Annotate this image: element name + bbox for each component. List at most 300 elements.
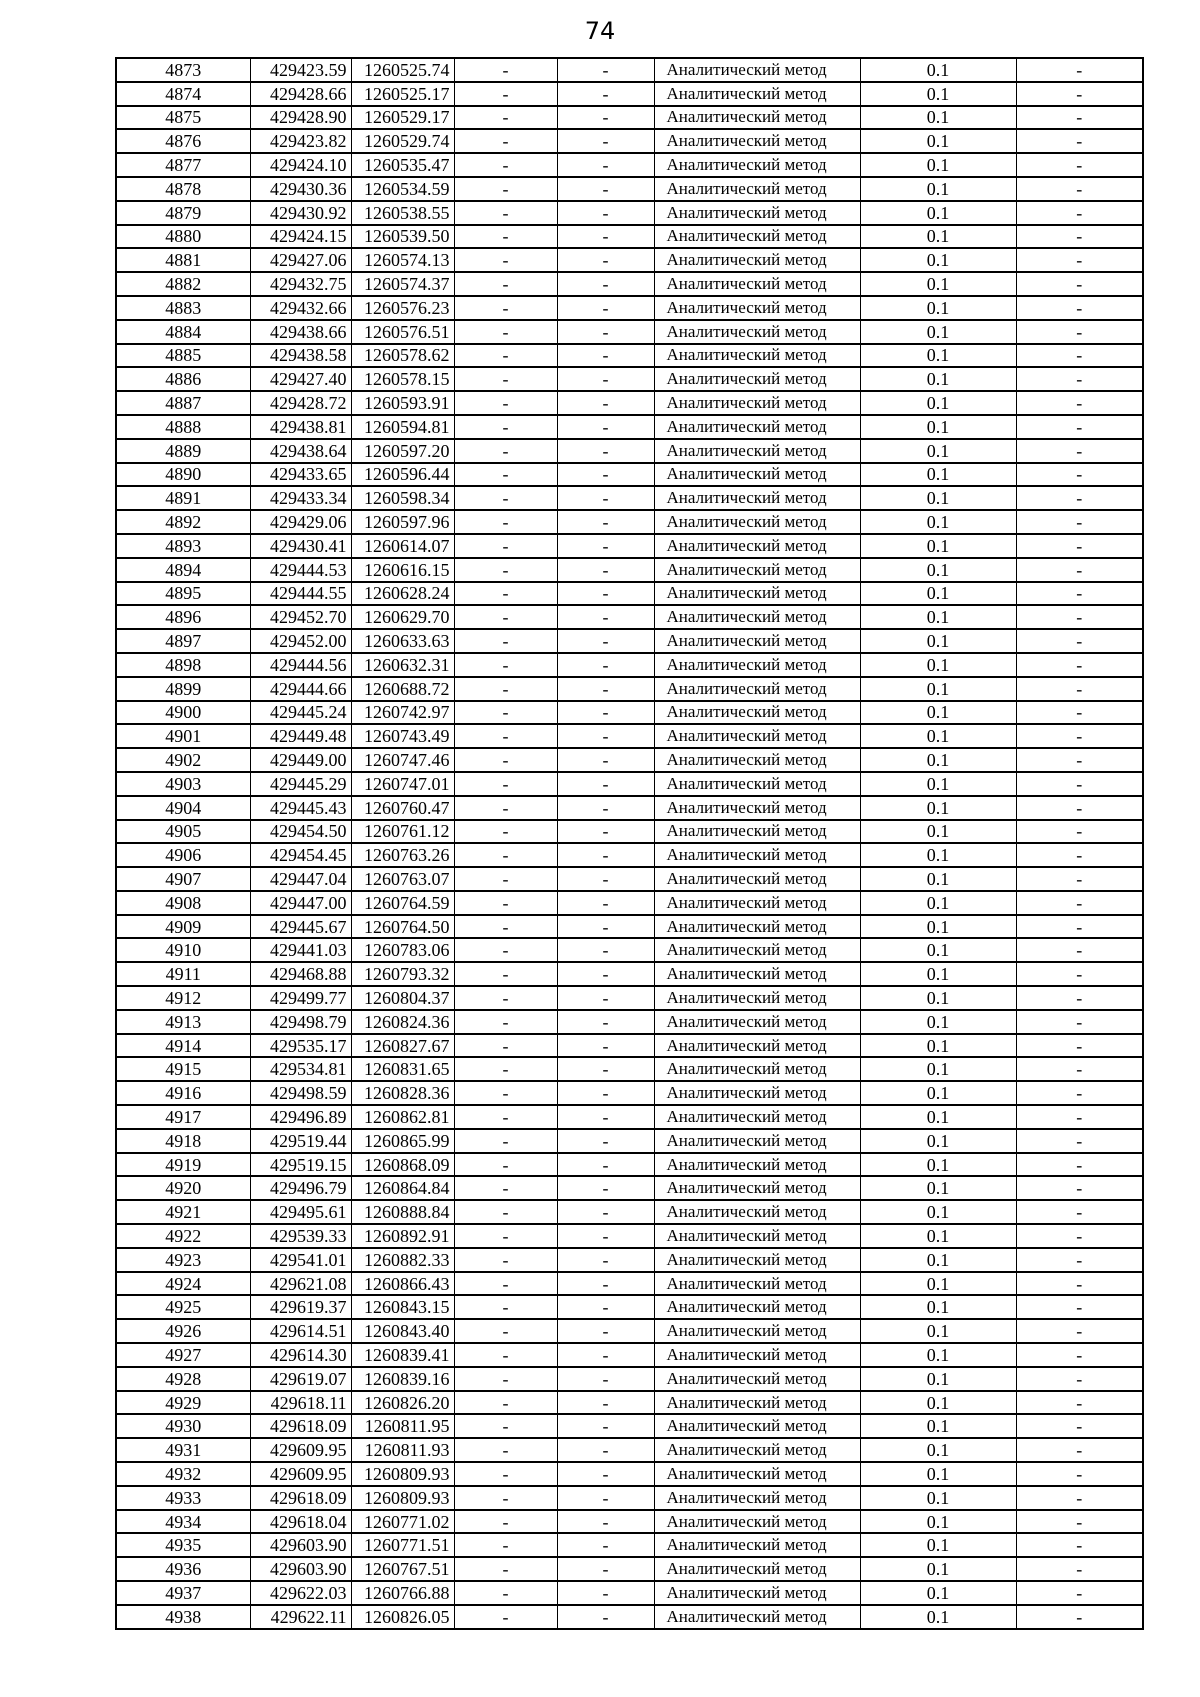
table-row	[116, 653, 1143, 677]
x-coordinate-cell: 429603.90	[250, 1557, 351, 1581]
point-number-cell: 4889	[116, 439, 250, 463]
empty-value-cell: -	[1016, 1081, 1143, 1105]
empty-value-cell: -	[557, 1343, 654, 1367]
table-row	[116, 1248, 1143, 1272]
table-row	[116, 1533, 1143, 1557]
x-coordinate-cell: 429619.07	[250, 1367, 351, 1391]
precision-cell: 0.1	[860, 1581, 1016, 1605]
method-cell: Аналитический метод	[654, 748, 860, 772]
table-row	[116, 344, 1143, 368]
empty-value-cell: -	[1016, 962, 1143, 986]
x-coordinate-cell: 429618.09	[250, 1486, 351, 1510]
point-number-cell: 4887	[116, 391, 250, 415]
method-cell: Аналитический метод	[654, 486, 860, 510]
empty-value-cell: -	[454, 1486, 557, 1510]
empty-value-cell: -	[557, 962, 654, 986]
empty-value-cell: -	[1016, 1248, 1143, 1272]
method-cell: Аналитический метод	[654, 320, 860, 344]
table-row	[116, 843, 1143, 867]
point-number-cell: 4918	[116, 1129, 250, 1153]
empty-value-cell: -	[1016, 486, 1143, 510]
point-number-cell: 4930	[116, 1414, 250, 1438]
empty-value-cell: -	[454, 1176, 557, 1200]
empty-value-cell: -	[454, 463, 557, 487]
point-number-cell: 4921	[116, 1200, 250, 1224]
y-coordinate-cell: 1260614.07	[351, 534, 454, 558]
empty-value-cell: -	[1016, 177, 1143, 201]
empty-value-cell: -	[454, 1367, 557, 1391]
empty-value-cell: -	[557, 1272, 654, 1296]
table-row	[116, 320, 1143, 344]
precision-cell: 0.1	[860, 486, 1016, 510]
empty-value-cell: -	[557, 582, 654, 606]
table-row	[116, 1391, 1143, 1415]
method-cell: Аналитический метод	[654, 1176, 860, 1200]
method-cell: Аналитический метод	[654, 177, 860, 201]
empty-value-cell: -	[1016, 1034, 1143, 1058]
empty-value-cell: -	[557, 1391, 654, 1415]
y-coordinate-cell: 1260688.72	[351, 677, 454, 701]
empty-value-cell: -	[557, 1153, 654, 1177]
empty-value-cell: -	[1016, 558, 1143, 582]
empty-value-cell: -	[454, 415, 557, 439]
empty-value-cell: -	[557, 1510, 654, 1534]
precision-cell: 0.1	[860, 772, 1016, 796]
empty-value-cell: -	[557, 367, 654, 391]
precision-cell: 0.1	[860, 1153, 1016, 1177]
empty-value-cell: -	[1016, 1129, 1143, 1153]
empty-value-cell: -	[1016, 843, 1143, 867]
empty-value-cell: -	[1016, 320, 1143, 344]
point-number-cell: 4877	[116, 153, 250, 177]
point-number-cell: 4927	[116, 1343, 250, 1367]
method-cell: Аналитический метод	[654, 367, 860, 391]
x-coordinate-cell: 429622.03	[250, 1581, 351, 1605]
empty-value-cell: -	[557, 129, 654, 153]
empty-value-cell: -	[454, 724, 557, 748]
empty-value-cell: -	[454, 1414, 557, 1438]
y-coordinate-cell: 1260864.84	[351, 1176, 454, 1200]
empty-value-cell: -	[454, 439, 557, 463]
y-coordinate-cell: 1260843.15	[351, 1295, 454, 1319]
precision-cell: 0.1	[860, 1057, 1016, 1081]
method-cell: Аналитический метод	[654, 820, 860, 844]
point-number-cell: 4884	[116, 320, 250, 344]
y-coordinate-cell: 1260804.37	[351, 986, 454, 1010]
point-number-cell: 4932	[116, 1462, 250, 1486]
x-coordinate-cell: 429424.15	[250, 225, 351, 249]
empty-value-cell: -	[454, 82, 557, 106]
point-number-cell: 4875	[116, 106, 250, 130]
x-coordinate-cell: 429496.89	[250, 1105, 351, 1129]
empty-value-cell: -	[1016, 1057, 1143, 1081]
method-cell: Аналитический метод	[654, 1224, 860, 1248]
table-row	[116, 1034, 1143, 1058]
x-coordinate-cell: 429452.70	[250, 605, 351, 629]
point-number-cell: 4908	[116, 891, 250, 915]
point-number-cell: 4909	[116, 915, 250, 939]
empty-value-cell: -	[1016, 748, 1143, 772]
table-row	[116, 1319, 1143, 1343]
x-coordinate-cell: 429424.10	[250, 153, 351, 177]
empty-value-cell: -	[557, 320, 654, 344]
empty-value-cell: -	[1016, 82, 1143, 106]
y-coordinate-cell: 1260747.01	[351, 772, 454, 796]
x-coordinate-cell: 429445.43	[250, 796, 351, 820]
point-number-cell: 4906	[116, 843, 250, 867]
point-number-cell: 4879	[116, 201, 250, 225]
method-cell: Аналитический метод	[654, 439, 860, 463]
point-number-cell: 4916	[116, 1081, 250, 1105]
precision-cell: 0.1	[860, 1367, 1016, 1391]
empty-value-cell: -	[454, 677, 557, 701]
table-row	[116, 724, 1143, 748]
x-coordinate-cell: 429614.30	[250, 1343, 351, 1367]
table-row	[116, 82, 1143, 106]
x-coordinate-cell: 429444.66	[250, 677, 351, 701]
point-number-cell: 4938	[116, 1605, 250, 1629]
x-coordinate-cell: 429603.90	[250, 1533, 351, 1557]
x-coordinate-cell: 429428.72	[250, 391, 351, 415]
table-row	[116, 1272, 1143, 1296]
x-coordinate-cell: 429519.44	[250, 1129, 351, 1153]
empty-value-cell: -	[454, 653, 557, 677]
y-coordinate-cell: 1260538.55	[351, 201, 454, 225]
empty-value-cell: -	[557, 1319, 654, 1343]
precision-cell: 0.1	[860, 1486, 1016, 1510]
precision-cell: 0.1	[860, 1010, 1016, 1034]
y-coordinate-cell: 1260783.06	[351, 938, 454, 962]
empty-value-cell: -	[1016, 1343, 1143, 1367]
x-coordinate-cell: 429618.11	[250, 1391, 351, 1415]
y-coordinate-cell: 1260594.81	[351, 415, 454, 439]
empty-value-cell: -	[557, 986, 654, 1010]
empty-value-cell: -	[1016, 1605, 1143, 1629]
table-row	[116, 1367, 1143, 1391]
empty-value-cell: -	[1016, 58, 1143, 82]
point-number-cell: 4907	[116, 867, 250, 891]
empty-value-cell: -	[1016, 1200, 1143, 1224]
method-cell: Аналитический метод	[654, 463, 860, 487]
empty-value-cell: -	[557, 1200, 654, 1224]
method-cell: Аналитический метод	[654, 534, 860, 558]
precision-cell: 0.1	[860, 320, 1016, 344]
x-coordinate-cell: 429438.64	[250, 439, 351, 463]
table-row	[116, 486, 1143, 510]
y-coordinate-cell: 1260824.36	[351, 1010, 454, 1034]
point-number-cell: 4886	[116, 367, 250, 391]
method-cell: Аналитический метод	[654, 1367, 860, 1391]
y-coordinate-cell: 1260826.20	[351, 1391, 454, 1415]
empty-value-cell: -	[557, 82, 654, 106]
precision-cell: 0.1	[860, 201, 1016, 225]
method-cell: Аналитический метод	[654, 701, 860, 725]
empty-value-cell: -	[454, 1295, 557, 1319]
empty-value-cell: -	[557, 772, 654, 796]
empty-value-cell: -	[454, 772, 557, 796]
y-coordinate-cell: 1260766.88	[351, 1581, 454, 1605]
precision-cell: 0.1	[860, 367, 1016, 391]
point-number-cell: 4917	[116, 1105, 250, 1129]
precision-cell: 0.1	[860, 272, 1016, 296]
empty-value-cell: -	[454, 1153, 557, 1177]
method-cell: Аналитический метод	[654, 344, 860, 368]
x-coordinate-cell: 429449.48	[250, 724, 351, 748]
method-cell: Аналитический метод	[654, 653, 860, 677]
y-coordinate-cell: 1260576.23	[351, 296, 454, 320]
x-coordinate-cell: 429445.67	[250, 915, 351, 939]
empty-value-cell: -	[557, 1248, 654, 1272]
empty-value-cell: -	[454, 106, 557, 130]
empty-value-cell: -	[557, 1533, 654, 1557]
empty-value-cell: -	[1016, 582, 1143, 606]
empty-value-cell: -	[454, 177, 557, 201]
y-coordinate-cell: 1260760.47	[351, 796, 454, 820]
precision-cell: 0.1	[860, 296, 1016, 320]
method-cell: Аналитический метод	[654, 605, 860, 629]
empty-value-cell: -	[454, 1343, 557, 1367]
empty-value-cell: -	[454, 320, 557, 344]
precision-cell: 0.1	[860, 1200, 1016, 1224]
table-row	[116, 772, 1143, 796]
empty-value-cell: -	[557, 463, 654, 487]
empty-value-cell: -	[1016, 439, 1143, 463]
empty-value-cell: -	[454, 820, 557, 844]
point-number-cell: 4897	[116, 629, 250, 653]
precision-cell: 0.1	[860, 677, 1016, 701]
empty-value-cell: -	[1016, 1533, 1143, 1557]
empty-value-cell: -	[557, 1057, 654, 1081]
method-cell: Аналитический метод	[654, 582, 860, 606]
x-coordinate-cell: 429428.66	[250, 82, 351, 106]
table-row	[116, 796, 1143, 820]
precision-cell: 0.1	[860, 106, 1016, 130]
precision-cell: 0.1	[860, 129, 1016, 153]
empty-value-cell: -	[557, 248, 654, 272]
x-coordinate-cell: 429430.41	[250, 534, 351, 558]
x-coordinate-cell: 429454.45	[250, 843, 351, 867]
point-number-cell: 4902	[116, 748, 250, 772]
method-cell: Аналитический метод	[654, 272, 860, 296]
precision-cell: 0.1	[860, 891, 1016, 915]
table-row	[116, 58, 1143, 82]
method-cell: Аналитический метод	[654, 891, 860, 915]
empty-value-cell: -	[454, 272, 557, 296]
empty-value-cell: -	[557, 486, 654, 510]
point-number-cell: 4933	[116, 1486, 250, 1510]
precision-cell: 0.1	[860, 1034, 1016, 1058]
table-row	[116, 201, 1143, 225]
y-coordinate-cell: 1260866.43	[351, 1272, 454, 1296]
table-row	[116, 1153, 1143, 1177]
method-cell: Аналитический метод	[654, 1533, 860, 1557]
method-cell: Аналитический метод	[654, 796, 860, 820]
empty-value-cell: -	[557, 1557, 654, 1581]
empty-value-cell: -	[557, 439, 654, 463]
point-number-cell: 4914	[116, 1034, 250, 1058]
empty-value-cell: -	[1016, 915, 1143, 939]
empty-value-cell: -	[454, 1272, 557, 1296]
point-number-cell: 4901	[116, 724, 250, 748]
empty-value-cell: -	[1016, 1105, 1143, 1129]
table-row	[116, 177, 1143, 201]
table-row	[116, 415, 1143, 439]
method-cell: Аналитический метод	[654, 1295, 860, 1319]
precision-cell: 0.1	[860, 1557, 1016, 1581]
precision-cell: 0.1	[860, 1414, 1016, 1438]
y-coordinate-cell: 1260593.91	[351, 391, 454, 415]
point-number-cell: 4920	[116, 1176, 250, 1200]
empty-value-cell: -	[1016, 344, 1143, 368]
x-coordinate-cell: 429441.03	[250, 938, 351, 962]
empty-value-cell: -	[454, 748, 557, 772]
point-number-cell: 4911	[116, 962, 250, 986]
y-coordinate-cell: 1260826.05	[351, 1605, 454, 1629]
table-row	[116, 701, 1143, 725]
x-coordinate-cell: 429535.17	[250, 1034, 351, 1058]
method-cell: Аналитический метод	[654, 1462, 860, 1486]
precision-cell: 0.1	[860, 843, 1016, 867]
x-coordinate-cell: 429428.90	[250, 106, 351, 130]
table-row	[116, 986, 1143, 1010]
point-number-cell: 4891	[116, 486, 250, 510]
empty-value-cell: -	[1016, 129, 1143, 153]
y-coordinate-cell: 1260576.51	[351, 320, 454, 344]
method-cell: Аналитический метод	[654, 153, 860, 177]
empty-value-cell: -	[454, 558, 557, 582]
method-cell: Аналитический метод	[654, 677, 860, 701]
empty-value-cell: -	[454, 1581, 557, 1605]
empty-value-cell: -	[1016, 629, 1143, 653]
empty-value-cell: -	[1016, 796, 1143, 820]
empty-value-cell: -	[454, 153, 557, 177]
empty-value-cell: -	[454, 129, 557, 153]
precision-cell: 0.1	[860, 534, 1016, 558]
empty-value-cell: -	[557, 1581, 654, 1605]
precision-cell: 0.1	[860, 962, 1016, 986]
method-cell: Аналитический метод	[654, 1510, 860, 1534]
y-coordinate-cell: 1260633.63	[351, 629, 454, 653]
empty-value-cell: -	[1016, 248, 1143, 272]
table-row	[116, 1486, 1143, 1510]
x-coordinate-cell: 429452.00	[250, 629, 351, 653]
x-coordinate-cell: 429433.34	[250, 486, 351, 510]
table-row	[116, 1010, 1143, 1034]
empty-value-cell: -	[1016, 1391, 1143, 1415]
point-number-cell: 4915	[116, 1057, 250, 1081]
y-coordinate-cell: 1260525.17	[351, 82, 454, 106]
table-row	[116, 891, 1143, 915]
precision-cell: 0.1	[860, 1605, 1016, 1629]
y-coordinate-cell: 1260862.81	[351, 1105, 454, 1129]
precision-cell: 0.1	[860, 439, 1016, 463]
empty-value-cell: -	[454, 796, 557, 820]
empty-value-cell: -	[557, 820, 654, 844]
table-row	[116, 1343, 1143, 1367]
empty-value-cell: -	[1016, 1438, 1143, 1462]
empty-value-cell: -	[1016, 677, 1143, 701]
table-row	[116, 272, 1143, 296]
precision-cell: 0.1	[860, 1510, 1016, 1534]
empty-value-cell: -	[1016, 1486, 1143, 1510]
y-coordinate-cell: 1260811.93	[351, 1438, 454, 1462]
empty-value-cell: -	[557, 724, 654, 748]
method-cell: Аналитический метод	[654, 1438, 860, 1462]
precision-cell: 0.1	[860, 724, 1016, 748]
method-cell: Аналитический метод	[654, 724, 860, 748]
empty-value-cell: -	[557, 867, 654, 891]
empty-value-cell: -	[454, 391, 557, 415]
x-coordinate-cell: 429430.36	[250, 177, 351, 201]
precision-cell: 0.1	[860, 796, 1016, 820]
x-coordinate-cell: 429432.66	[250, 296, 351, 320]
method-cell: Аналитический метод	[654, 915, 860, 939]
table-row	[116, 1081, 1143, 1105]
method-cell: Аналитический метод	[654, 558, 860, 582]
x-coordinate-cell: 429519.15	[250, 1153, 351, 1177]
method-cell: Аналитический метод	[654, 201, 860, 225]
precision-cell: 0.1	[860, 629, 1016, 653]
point-number-cell: 4910	[116, 938, 250, 962]
precision-cell: 0.1	[860, 1129, 1016, 1153]
table-row	[116, 748, 1143, 772]
y-coordinate-cell: 1260843.40	[351, 1319, 454, 1343]
table-row	[116, 1414, 1143, 1438]
table-row	[116, 1581, 1143, 1605]
table-row	[116, 1200, 1143, 1224]
table-row	[116, 1295, 1143, 1319]
empty-value-cell: -	[557, 915, 654, 939]
empty-value-cell: -	[1016, 938, 1143, 962]
table-row	[116, 463, 1143, 487]
point-number-cell: 4919	[116, 1153, 250, 1177]
empty-value-cell: -	[1016, 1319, 1143, 1343]
precision-cell: 0.1	[860, 1438, 1016, 1462]
precision-cell: 0.1	[860, 605, 1016, 629]
empty-value-cell: -	[454, 1605, 557, 1629]
empty-value-cell: -	[454, 296, 557, 320]
empty-value-cell: -	[454, 58, 557, 82]
y-coordinate-cell: 1260598.34	[351, 486, 454, 510]
method-cell: Аналитический метод	[654, 510, 860, 534]
empty-value-cell: -	[1016, 1367, 1143, 1391]
point-number-cell: 4895	[116, 582, 250, 606]
x-coordinate-cell: 429541.01	[250, 1248, 351, 1272]
empty-value-cell: -	[557, 1438, 654, 1462]
y-coordinate-cell: 1260539.50	[351, 225, 454, 249]
empty-value-cell: -	[1016, 391, 1143, 415]
empty-value-cell: -	[557, 344, 654, 368]
method-cell: Аналитический метод	[654, 391, 860, 415]
empty-value-cell: -	[1016, 367, 1143, 391]
x-coordinate-cell: 429449.00	[250, 748, 351, 772]
empty-value-cell: -	[454, 201, 557, 225]
method-cell: Аналитический метод	[654, 106, 860, 130]
y-coordinate-cell: 1260839.16	[351, 1367, 454, 1391]
empty-value-cell: -	[557, 1224, 654, 1248]
empty-value-cell: -	[1016, 1462, 1143, 1486]
empty-value-cell: -	[454, 605, 557, 629]
precision-cell: 0.1	[860, 938, 1016, 962]
method-cell: Аналитический метод	[654, 629, 860, 653]
y-coordinate-cell: 1260831.65	[351, 1057, 454, 1081]
empty-value-cell: -	[557, 272, 654, 296]
empty-value-cell: -	[1016, 225, 1143, 249]
precision-cell: 0.1	[860, 1343, 1016, 1367]
method-cell: Аналитический метод	[654, 1319, 860, 1343]
x-coordinate-cell: 429444.53	[250, 558, 351, 582]
empty-value-cell: -	[1016, 986, 1143, 1010]
